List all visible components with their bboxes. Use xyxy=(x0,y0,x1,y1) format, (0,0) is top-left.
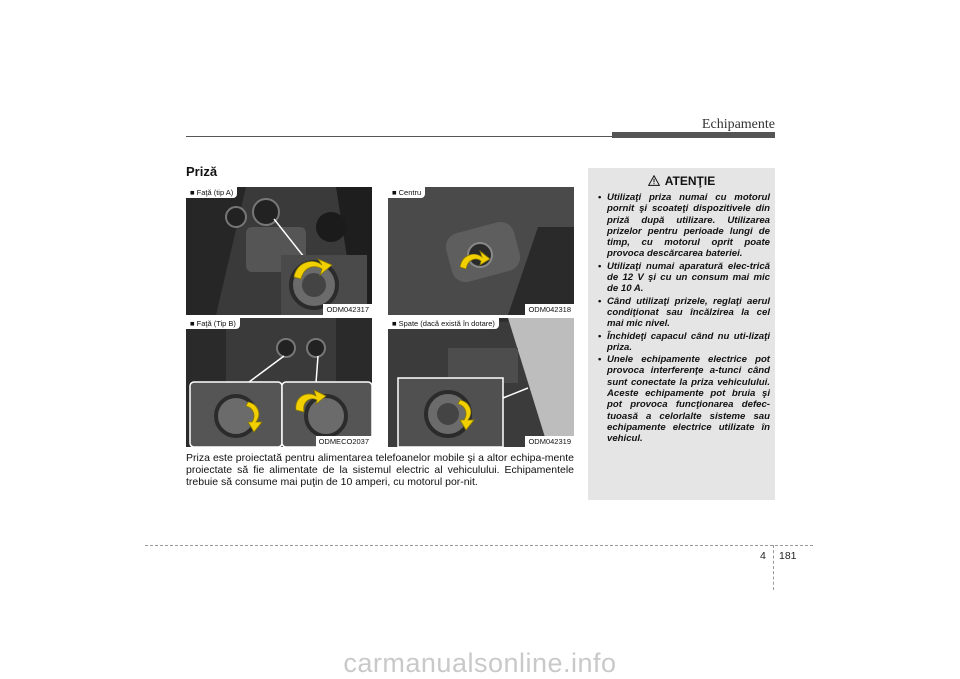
caution-box xyxy=(588,168,775,500)
caution-item: • Închideţi capacul când nu uti-lizaţi priza. xyxy=(598,331,770,354)
header-rule-thick xyxy=(612,132,775,138)
trunk-socket-illustration xyxy=(388,318,574,447)
running-header: Echipamente xyxy=(701,117,775,132)
photo-tag: ■ Faţă (tip A) xyxy=(186,187,237,198)
page-number: 181 xyxy=(779,550,797,562)
warning-triangle-icon xyxy=(648,175,660,186)
photo-centre xyxy=(388,187,574,315)
caution-title: ATENŢIE xyxy=(664,174,716,188)
footer-separator xyxy=(773,545,774,590)
body-paragraph: Priza este proiectată pentru alimentarea telefoanelor mobile şi a altor echipa-mente proiectate să fie alimentate de la sistemul electric al vehiculului. Echipamentele trebuie să consume mai puţin de 10 amperi, cu motorul por-nit. xyxy=(186,452,574,488)
console-illustration xyxy=(186,187,372,315)
photo-front-type-b xyxy=(186,318,372,447)
photo-tag: ■ Faţă (Tip B) xyxy=(186,318,240,329)
dual-socket-illustration xyxy=(186,318,372,447)
header-rule xyxy=(186,136,616,137)
photo-code: ODM042319 xyxy=(525,436,574,447)
photo-code: ODMECO2037 xyxy=(316,436,372,447)
photo-tag: ■ Spate (dacă există în dotare) xyxy=(388,318,499,329)
caution-item: • Utilizaţi priza numai cu motorul pornit şi scoateţi dispozitivele din priză după utilizare. Utilizarea prizelor pentru perioade lungi de timp, cu motorul oprit poate provoca descărcarea bateriei. xyxy=(598,192,770,260)
section-title: Priză xyxy=(186,164,218,179)
footer-dashed-rule xyxy=(145,545,813,546)
chapter-number: 4 xyxy=(760,550,766,562)
caution-header xyxy=(588,174,775,188)
photo-rear xyxy=(388,318,574,447)
photo-tag: ■ Centru xyxy=(388,187,425,198)
caution-item: • Utilizaţi numai aparatură elec-trică de 12 V şi cu un consum mai mic de 10 A. xyxy=(598,261,770,295)
photo-code: ODM042318 xyxy=(525,304,574,315)
caution-item: • Unele echipamente electrice pot provoca interferenţe a-tunci când sunt conectate la priza vehiculului. Aceste echipamente pot bruia şi pot provoca funcţionarea defec-tuoasă a celorlalte sisteme sau echipamente electrice utilizate în vehicul. xyxy=(598,354,770,444)
centre-socket-illustration xyxy=(388,187,574,315)
photo-front-type-a xyxy=(186,187,372,315)
caution-list xyxy=(598,192,770,446)
photo-code: ODM042317 xyxy=(323,304,372,315)
caution-item: • Când utilizaţi prizele, reglaţi aerul condiţionat sau încălzirea la cel mai mic nivel. xyxy=(598,296,770,330)
watermark: carmanualsonline.info xyxy=(343,648,617,678)
